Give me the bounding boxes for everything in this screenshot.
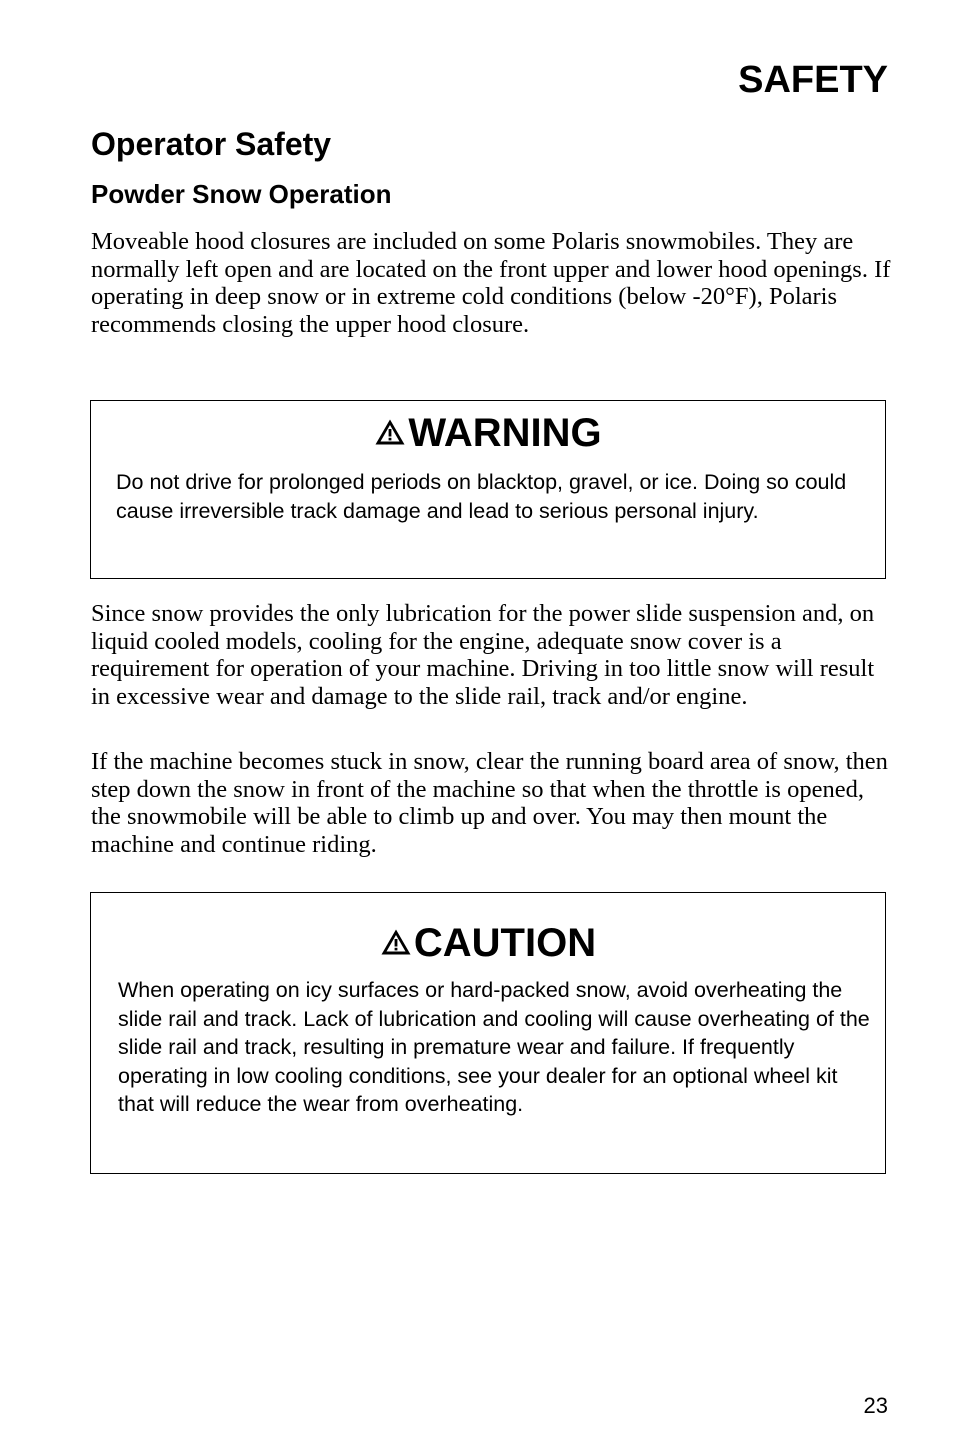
- page-title: Operator Safety: [91, 126, 332, 162]
- warning-triangle-icon: [380, 928, 412, 956]
- paragraph-hood-closures: Moveable hood closures are included on some Polaris snowmobiles. They are normally left open and are located on the front upper and lower hood openings. If operating in deep snow or in extreme cold conditions (below -20°F), Polaris recommends closing the upper hood closure.: [91, 228, 891, 338]
- caution-heading: [91, 919, 885, 967]
- page-number: 23: [863, 1393, 888, 1418]
- warning-text: Do not drive for prolonged periods on blacktop, gravel, or ice. Doing so could cause irreversible track damage and lead to serious personal injury.: [116, 470, 847, 523]
- warning-heading: [91, 409, 885, 457]
- warning-triangle-icon: [374, 418, 406, 446]
- paragraph-snow-lubrication: Since snow provides the only lubrication for the power slide suspension and, on liquid cooled models, cooling for the engine, adequate snow cover is a requirement for operation of your machine. Driving in too little snow will result in excessive wear and damage to the slide rail, track and/or engine.: [91, 600, 875, 710]
- caution-box: [90, 892, 886, 1174]
- caution-text: When operating on icy surfaces or hard-packed snow, avoid overheating the slide rail and track. Lack of lubrication and cooling will cause overheating of the slide rail and track, resulting in premature wear and failure. If frequently operating in low cooling conditions, see your dealer for an optional wheel kit that will reduce the wear from overheating.: [118, 978, 870, 1117]
- warning-title: WARNING: [408, 411, 602, 455]
- warning-box: [90, 400, 886, 579]
- section-header: SAFETY: [738, 59, 888, 101]
- subheading-powder-snow: Powder Snow Operation: [91, 179, 392, 209]
- paragraph-stuck-in-snow: If the machine becomes stuck in snow, clear the running board area of snow, then step down the snow in front of the machine so that when the throttle is opened, the snowmobile will be able to climb up and over. You may then mount the machine and continue riding.: [91, 748, 888, 858]
- caution-title: CAUTION: [413, 921, 597, 965]
